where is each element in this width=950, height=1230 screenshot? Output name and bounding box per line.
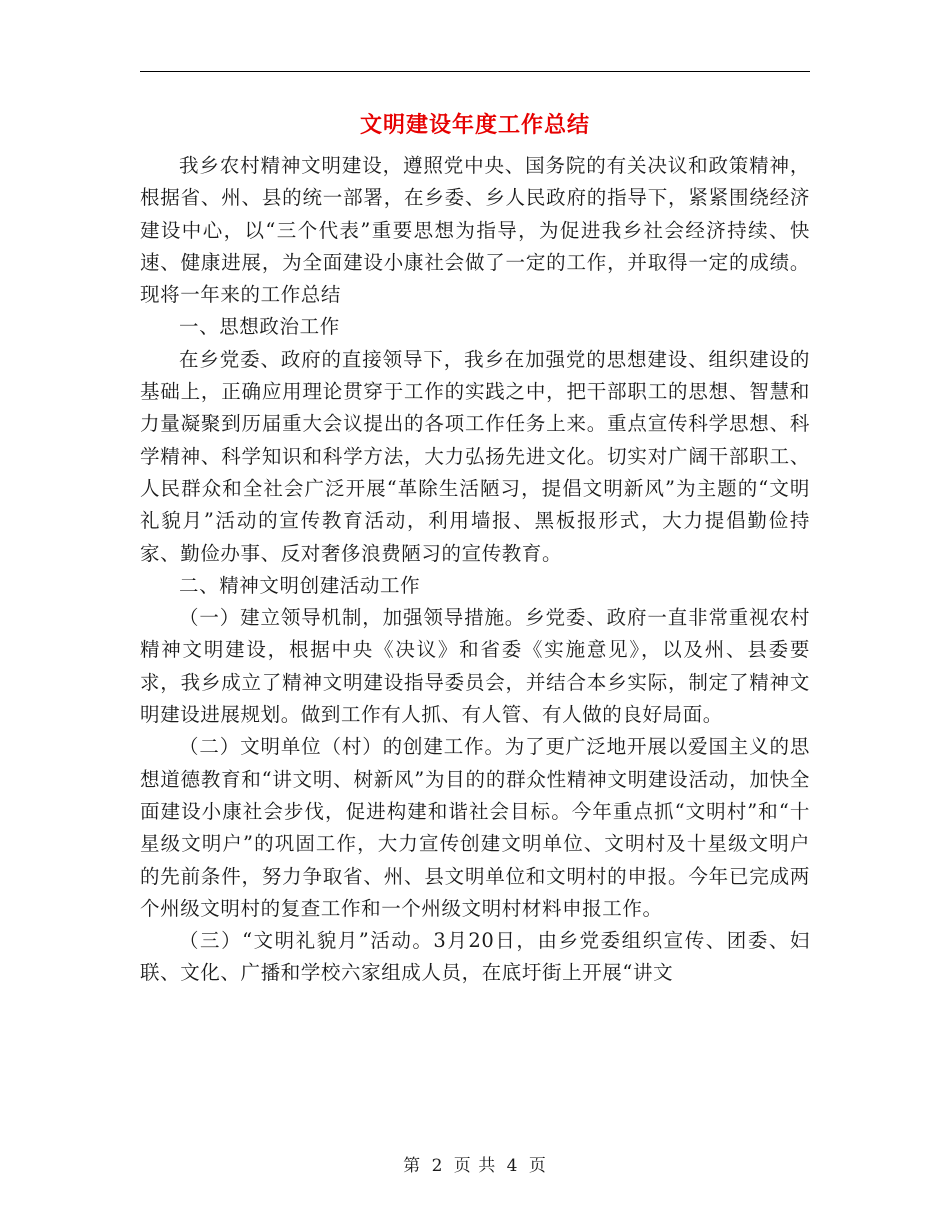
intro-paragraph: 我乡农村精神文明建设，遵照党中央、国务院的有关决议和政策精神，根据省、州、县的统一部署，在乡委、乡人民政府的指导下，紧紧围绕经济建设中心，以“三个代表”重要思想为指导，为促进我乡社会经济持续、快速、健康进展，为全面建设小康社会做了一定的工作，并取得一定的成绩。现将一年来的工作总结 <box>140 154 810 307</box>
section-heading-2: 二、精神文明创建活动工作 <box>179 573 421 597</box>
header-rule <box>140 71 810 72</box>
page-title: 文明建设年度工作总结 <box>359 112 590 138</box>
document-body <box>140 150 810 990</box>
footer-prefix: 第 <box>403 1156 422 1176</box>
body-paragraph: 在乡党委、政府的直接领导下，我乡在加强党的思想建设、组织建设的基础上，正确应用理论贯穿于工作的实践之中，把干部职工的思想、智慧和力量凝聚到历届重大会议提出的各项工作任务上来。重点宣传科学思想、科学精神、科学知识和科学方法，大力弘扬先进文化。切实对广阔干部职工、人民群众和全社会广泛开展“革除生活陋习，提倡文明新风”为主题的“文明礼貌月”活动的宣传教育活动，利用墙报、黑板报形式，大力提倡勤俭持家、勤俭办事、反对奢侈浪费陋习的宣传教育。 <box>140 347 810 565</box>
footer-page-number: 2 <box>431 1156 444 1176</box>
footer-middle: 页 共 <box>453 1156 497 1176</box>
body-paragraph: （三）“文明礼貌月”活动。3月20日，由乡党委组织宣传、团委、妇联、文化、广播和学校六家组成人员，在底圩街上开展“讲文 <box>140 929 810 985</box>
footer-total-pages: 4 <box>506 1156 519 1176</box>
section-heading-1: 一、思想政治工作 <box>179 315 340 339</box>
body-paragraph: （一）建立领导机制，加强领导措施。乡党委、政府一直非常重视农村精神文明建设，根据中央《决议》和省委《实施意见》，以及州、县委要求，我乡成立了精神文明建设指导委员会，并结合本乡实际，制定了精神文明建设进展规划。做到工作有人抓、有人管、有人做的良好局面。 <box>140 606 810 727</box>
body-paragraph: （二）文明单位（村）的创建工作。为了更广泛地开展以爱国主义的思想道德教育和“讲文明、树新风”为目的的群众性精神文明建设活动，加快全面建设小康社会步伐，促进构建和谐社会目标。今年重点抓“文明村”和“十星级文明户”的巩固工作，大力宣传创建文明单位、文明村及十星级文明户的先前条件，努力争取省、州、县文明单位和文明村的申报。今年已完成两个州级文明村的复查工作和一个州级文明村材料申报工作。 <box>140 735 810 920</box>
page-footer <box>0 1154 950 1178</box>
footer-suffix: 页 <box>528 1156 547 1176</box>
